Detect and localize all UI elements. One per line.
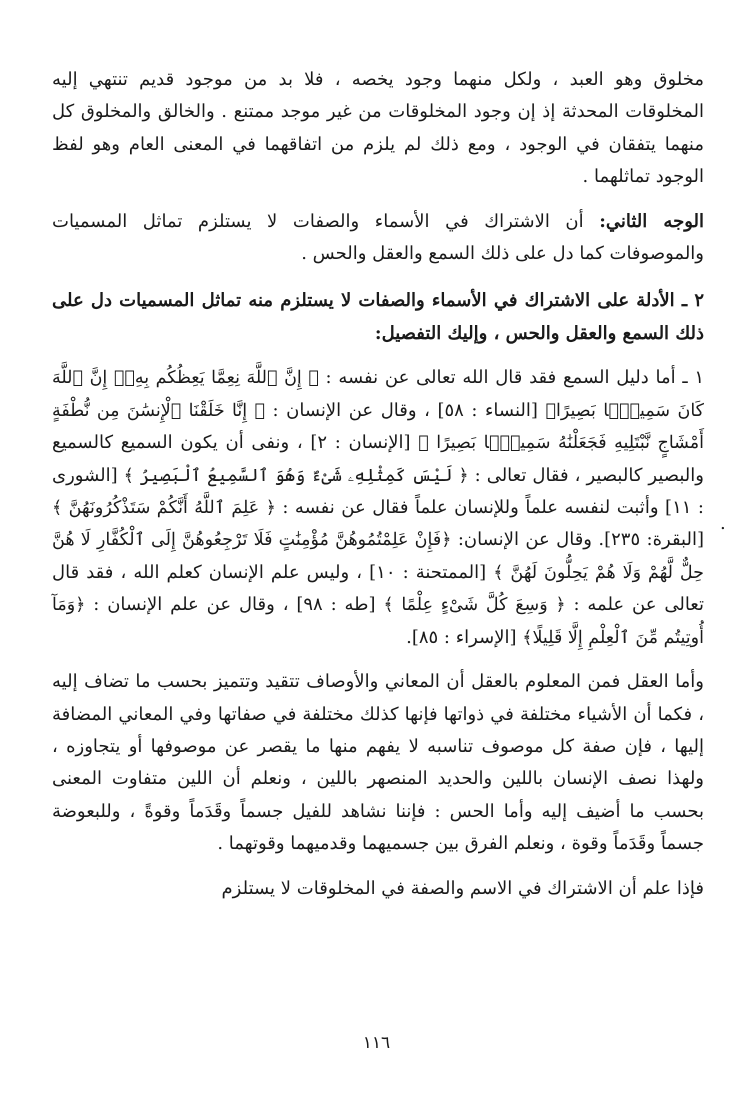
paragraph-continuation: فإذا علم أن الاشتراك في الاسم والصفة في المخلوقات لا يستلزم: [221, 877, 704, 899]
page-number: ١١٦: [362, 1033, 391, 1053]
paragraph-second-aspect: [52, 206, 704, 271]
text-segment: [الإنسان : ٢] ، ونفى أن يكون السميع كالسميع والبصير كالبصير ، فقال تعالى :: [52, 432, 704, 486]
section-heading: ٢ ـ الأدلة على الاشتراك في الأسماء والصفات لا يستلزم منه تماثل المسميات دل على ذلك السمع والعقل والحس ، وإليك التفصيل:: [52, 290, 704, 345]
text-segment: ١ ـ أما دليل السمع فقد قال الله تعالى عن نفسه :: [318, 367, 704, 389]
text-segment: [الشورى : ١١] وأثبت لنفسه علماً وللإنسان علماً فقال عن نفسه :: [52, 464, 704, 519]
quran-verse: ﴿ إِنَّا خَلَقْنَا ٱلْإِنسَٰنَ مِن نُّطْفَةٍ أَمْشَاجٍ نَّبْتَلِيهِ فَجَعَلْنَٰهُ سَمِيعًۢا بَصِيرًا ﴾: [52, 400, 705, 454]
margin-dot: .: [720, 513, 726, 534]
second-aspect-text: أن الاشتراك في الأسماء والصفات لا يستلزم تماثل المسميات والموصوفات كما دل على ذلك السمع والعقل والحس .: [52, 210, 704, 265]
text-segment: [الممتحنة : ١٠] ، وليس علم الإنسان كعلم الله ، فقد قال تعالى عن علمه :: [52, 561, 704, 616]
text-segment: [النساء : ٥٨] ، وقال عن الإنسان :: [265, 399, 546, 421]
page-body: [52, 64, 704, 905]
paragraph-reason-sense: وأما العقل فمن المعلوم بالعقل أن المعاني والأوصاف تتقيد وتتميز بحسب ما تضاف إليه ، فكما أن الأشياء مختلفة في ذواتها فإنها كذلك مختلفة في صفاتها وفي المعاني المضافة إليها ، فإن صفة كل موصوف تناسبه لا يفهم منها ما يقصر عن موصوفها أو يتجاوزه ، ولهذا نصف الإنسان باللين والحديد المنصهر باللين ، ونعلم أن اللين متفاوت المعنى بحسب ما أضيف إليه وأما الحس : فإننا نشاهد للفيل جسماً وقَدَماً وقوةً ، وللبعوضة جسماً وقَدَماً وقوة ، ونعلم الفرق بين جسميهما وقدميهما وقوتهما .: [52, 671, 704, 855]
quran-verse: ﴿ عَلِمَ ٱللَّهُ أَنَّكُمْ سَتَذْكُرُونَهُنَّ ﴾: [52, 498, 276, 519]
paragraph-creation: مخلوق وهو العبد ، ولكل منهما وجود يخصه ، فلا بد من موجود قديم تنتهي إليه المخلوقات المحدثة إذ إن وجود المخلوقات من غير موجد ممتنع . والخالق والمخلوق كل منهما يتفقان في الوجود ، ومع ذلك لم يلزم من اتفاقهما في المعنى العام وهو لفظ الوجود تماثلهما .: [52, 69, 704, 188]
quran-verse: ﴿وَمَآ أُوتِيتُم مِّنَ ٱلْعِلْمِ إِلَّا قَلِيلًا﴾: [52, 595, 704, 648]
text-segment: [طه : ٩٨] ، وقال عن علم الإنسان :: [85, 594, 384, 616]
second-aspect-label: الوجه الثاني:: [599, 210, 704, 232]
quran-verse: ﴿ إِنَّ ٱللَّهَ نِعِمَّا يَعِظُكُم بِهِۦٓ إِنَّ ٱللَّهَ كَانَ سَمِيعًۢا بَصِيرًا﴾: [52, 368, 704, 421]
quran-verse: ﴿ لَيْسَ كَمِثْلِهِۦ شَىْءٌ وَهُوَ ٱلسَّمِيعُ ٱلْبَصِيرُ ﴾: [123, 465, 469, 486]
quran-verse: ﴿ وَسِعَ كُلَّ شَىْءٍ عِلْمًا ﴾: [383, 595, 566, 616]
text-segment: [الإسراء : ٨٥].: [406, 626, 523, 648]
quran-verse: ﴿فَإِنْ عَلِمْتُمُوهُنَّ مُؤْمِنَٰتٍ فَلَا تَرْجِعُوهُنَّ إِلَى ٱلْكُفَّارِ لَا هُنَّ حِلٌّ لَّهُمْ وَلَا هُمْ يَحِلُّونَ لَهُنَّ ﴾: [52, 530, 704, 583]
paragraph-revelation-proof: [52, 362, 704, 654]
text-segment: [البقرة: ٢٣٥]. وقال عن الإنسان:: [451, 529, 704, 551]
